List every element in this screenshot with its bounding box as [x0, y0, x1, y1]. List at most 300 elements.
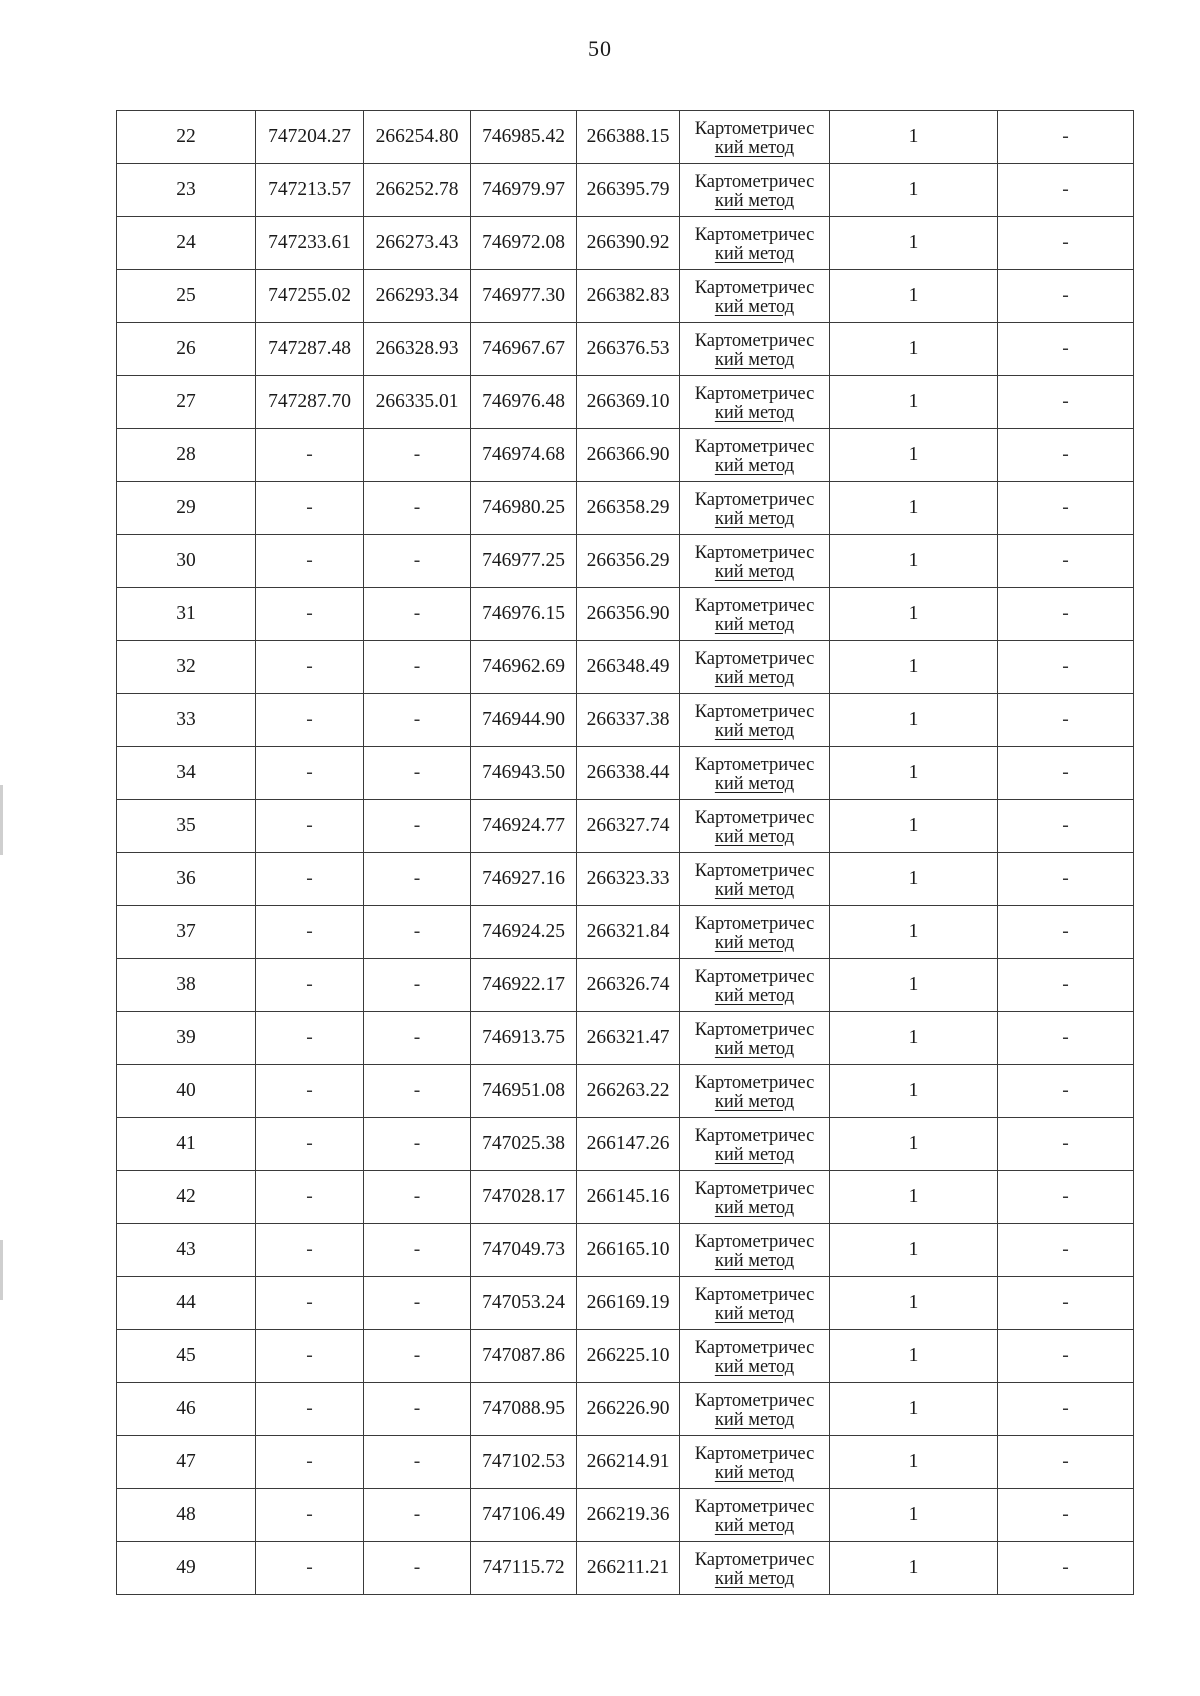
- new-x-cell: 747049.73: [471, 1224, 577, 1277]
- note-cell: -: [998, 694, 1134, 747]
- accuracy-cell: 1: [830, 535, 998, 588]
- accuracy-cell: 1: [830, 853, 998, 906]
- page-number: 50: [588, 36, 612, 61]
- point-number-cell: 27: [117, 376, 256, 429]
- point-number-cell: 47: [117, 1436, 256, 1489]
- existing-x-cell: 747204.27: [256, 111, 364, 164]
- existing-y-cell: -: [364, 1171, 471, 1224]
- note-cell: -: [998, 1065, 1134, 1118]
- new-x-cell: 746962.69: [471, 641, 577, 694]
- method-cell: [680, 800, 830, 853]
- note-cell: -: [998, 906, 1134, 959]
- new-x-cell: 746977.30: [471, 270, 577, 323]
- existing-x-cell: -: [256, 1065, 364, 1118]
- accuracy-cell: 1: [830, 1118, 998, 1171]
- new-y-cell: 266337.38: [577, 694, 680, 747]
- new-y-cell: 266165.10: [577, 1224, 680, 1277]
- existing-y-cell: 266328.93: [364, 323, 471, 376]
- point-number-cell: 44: [117, 1277, 256, 1330]
- existing-y-cell: -: [364, 800, 471, 853]
- accuracy-cell: 1: [830, 376, 998, 429]
- new-y-cell: 266263.22: [577, 1065, 680, 1118]
- accuracy-cell: 1: [830, 1277, 998, 1330]
- method-text-line1: Картометричес: [694, 1391, 815, 1411]
- new-x-cell: 747106.49: [471, 1489, 577, 1542]
- accuracy-cell: 1: [830, 1012, 998, 1065]
- method-text-line2: кий метод: [714, 1198, 795, 1218]
- method-cell: [680, 1436, 830, 1489]
- table-row: [117, 1224, 1134, 1277]
- note-cell: -: [998, 1489, 1134, 1542]
- existing-x-cell: -: [256, 800, 364, 853]
- method-text-line2: кий метод: [714, 297, 795, 317]
- scan-edge-mark: [0, 1240, 3, 1300]
- method-text-line1: Картометричес: [694, 119, 815, 139]
- existing-y-cell: -: [364, 694, 471, 747]
- table-row: [117, 1118, 1134, 1171]
- note-cell: -: [998, 800, 1134, 853]
- existing-x-cell: -: [256, 588, 364, 641]
- method-cell: [680, 429, 830, 482]
- method-text-line2: кий метод: [714, 562, 795, 582]
- existing-y-cell: -: [364, 959, 471, 1012]
- method-text-line1: Картометричес: [694, 1550, 815, 1570]
- point-number-cell: 38: [117, 959, 256, 1012]
- accuracy-cell: 1: [830, 1065, 998, 1118]
- method-cell: [680, 641, 830, 694]
- note-cell: -: [998, 1277, 1134, 1330]
- new-x-cell: 746913.75: [471, 1012, 577, 1065]
- new-y-cell: 266382.83: [577, 270, 680, 323]
- method-cell: [680, 906, 830, 959]
- new-x-cell: 747088.95: [471, 1383, 577, 1436]
- existing-x-cell: -: [256, 535, 364, 588]
- coordinates-table: [116, 110, 1134, 1595]
- existing-x-cell: -: [256, 482, 364, 535]
- accuracy-cell: 1: [830, 482, 998, 535]
- existing-y-cell: -: [364, 641, 471, 694]
- method-cell: [680, 1118, 830, 1171]
- accuracy-cell: 1: [830, 1489, 998, 1542]
- table-row: [117, 1436, 1134, 1489]
- scan-edge-mark: [0, 785, 3, 855]
- point-number-cell: 32: [117, 641, 256, 694]
- note-cell: -: [998, 482, 1134, 535]
- existing-y-cell: -: [364, 747, 471, 800]
- method-cell: [680, 270, 830, 323]
- new-y-cell: 266225.10: [577, 1330, 680, 1383]
- note-cell: -: [998, 1012, 1134, 1065]
- existing-x-cell: -: [256, 906, 364, 959]
- note-cell: -: [998, 1118, 1134, 1171]
- existing-x-cell: -: [256, 1277, 364, 1330]
- existing-x-cell: -: [256, 429, 364, 482]
- accuracy-cell: 1: [830, 641, 998, 694]
- existing-y-cell: -: [364, 1542, 471, 1595]
- table-row: [117, 376, 1134, 429]
- note-cell: -: [998, 641, 1134, 694]
- table-row: [117, 588, 1134, 641]
- method-text-line1: Картометричес: [694, 596, 815, 616]
- note-cell: -: [998, 429, 1134, 482]
- existing-y-cell: -: [364, 588, 471, 641]
- method-cell: [680, 1224, 830, 1277]
- new-x-cell: 746924.25: [471, 906, 577, 959]
- existing-y-cell: -: [364, 1383, 471, 1436]
- point-number-cell: 30: [117, 535, 256, 588]
- accuracy-cell: 1: [830, 1330, 998, 1383]
- method-text-line2: кий метод: [714, 880, 795, 900]
- new-x-cell: 746977.25: [471, 535, 577, 588]
- table-row: [117, 1012, 1134, 1065]
- method-text-line2: кий метод: [714, 827, 795, 847]
- method-text-line1: Картометричес: [694, 490, 815, 510]
- table-body: [117, 111, 1134, 1595]
- accuracy-cell: 1: [830, 270, 998, 323]
- new-x-cell: 747025.38: [471, 1118, 577, 1171]
- method-cell: [680, 853, 830, 906]
- method-text-line2: кий метод: [714, 1145, 795, 1165]
- table-row: [117, 482, 1134, 535]
- point-number-cell: 45: [117, 1330, 256, 1383]
- table-row: [117, 535, 1134, 588]
- note-cell: -: [998, 1330, 1134, 1383]
- method-text-line2: кий метод: [714, 403, 795, 423]
- existing-y-cell: -: [364, 906, 471, 959]
- existing-x-cell: -: [256, 1436, 364, 1489]
- point-number-cell: 43: [117, 1224, 256, 1277]
- table-row: [117, 1383, 1134, 1436]
- accuracy-cell: 1: [830, 800, 998, 853]
- method-text-line1: Картометричес: [694, 437, 815, 457]
- new-y-cell: 266169.19: [577, 1277, 680, 1330]
- existing-y-cell: -: [364, 429, 471, 482]
- existing-x-cell: -: [256, 1542, 364, 1595]
- new-x-cell: 746976.15: [471, 588, 577, 641]
- method-text-line2: кий метод: [714, 138, 795, 158]
- existing-x-cell: -: [256, 1224, 364, 1277]
- method-text-line1: Картометричес: [694, 1497, 815, 1517]
- table-row: [117, 1330, 1134, 1383]
- method-text-line1: Картометричес: [694, 543, 815, 563]
- method-cell: [680, 111, 830, 164]
- table-row: [117, 1542, 1134, 1595]
- existing-x-cell: -: [256, 694, 364, 747]
- new-y-cell: 266321.47: [577, 1012, 680, 1065]
- existing-y-cell: -: [364, 1118, 471, 1171]
- new-y-cell: 266369.10: [577, 376, 680, 429]
- method-text-line2: кий метод: [714, 1569, 795, 1589]
- new-y-cell: 266327.74: [577, 800, 680, 853]
- method-text-line2: кий метод: [714, 774, 795, 794]
- method-cell: [680, 1330, 830, 1383]
- table-row: [117, 1277, 1134, 1330]
- new-x-cell: 746967.67: [471, 323, 577, 376]
- method-text-line1: Картометричес: [694, 1444, 815, 1464]
- point-number-cell: 22: [117, 111, 256, 164]
- existing-y-cell: 266254.80: [364, 111, 471, 164]
- point-number-cell: 49: [117, 1542, 256, 1595]
- point-number-cell: 24: [117, 217, 256, 270]
- method-text-line1: Картометричес: [694, 225, 815, 245]
- method-text-line2: кий метод: [714, 1092, 795, 1112]
- new-x-cell: 746951.08: [471, 1065, 577, 1118]
- point-number-cell: 36: [117, 853, 256, 906]
- method-text-line2: кий метод: [714, 509, 795, 529]
- new-x-cell: 746944.90: [471, 694, 577, 747]
- method-cell: [680, 482, 830, 535]
- existing-y-cell: -: [364, 1277, 471, 1330]
- existing-y-cell: -: [364, 1065, 471, 1118]
- existing-x-cell: -: [256, 1330, 364, 1383]
- new-y-cell: 266226.90: [577, 1383, 680, 1436]
- table-row: [117, 959, 1134, 1012]
- existing-y-cell: -: [364, 1224, 471, 1277]
- point-number-cell: 40: [117, 1065, 256, 1118]
- new-y-cell: 266388.15: [577, 111, 680, 164]
- note-cell: -: [998, 323, 1134, 376]
- note-cell: -: [998, 376, 1134, 429]
- point-number-cell: 42: [117, 1171, 256, 1224]
- table-row: [117, 853, 1134, 906]
- existing-x-cell: 747213.57: [256, 164, 364, 217]
- method-text-line1: Картометричес: [694, 861, 815, 881]
- table-row: [117, 1489, 1134, 1542]
- new-y-cell: 266395.79: [577, 164, 680, 217]
- method-cell: [680, 1171, 830, 1224]
- method-text-line2: кий метод: [714, 615, 795, 635]
- existing-y-cell: 266252.78: [364, 164, 471, 217]
- existing-x-cell: -: [256, 1489, 364, 1542]
- note-cell: -: [998, 853, 1134, 906]
- existing-y-cell: -: [364, 1436, 471, 1489]
- existing-y-cell: -: [364, 1489, 471, 1542]
- new-y-cell: 266366.90: [577, 429, 680, 482]
- method-text-line1: Картометричес: [694, 1179, 815, 1199]
- new-x-cell: 746922.17: [471, 959, 577, 1012]
- method-cell: [680, 376, 830, 429]
- new-x-cell: 747115.72: [471, 1542, 577, 1595]
- method-cell: [680, 164, 830, 217]
- accuracy-cell: 1: [830, 217, 998, 270]
- point-number-cell: 31: [117, 588, 256, 641]
- existing-y-cell: -: [364, 1012, 471, 1065]
- table-row: [117, 694, 1134, 747]
- point-number-cell: 29: [117, 482, 256, 535]
- method-text-line1: Картометричес: [694, 331, 815, 351]
- note-cell: -: [998, 270, 1134, 323]
- method-text-line1: Картометричес: [694, 278, 815, 298]
- new-y-cell: 266321.84: [577, 906, 680, 959]
- table-row: [117, 747, 1134, 800]
- method-text-line2: кий метод: [714, 456, 795, 476]
- method-text-line1: Картометричес: [694, 808, 815, 828]
- new-y-cell: 266338.44: [577, 747, 680, 800]
- table-row: [117, 217, 1134, 270]
- existing-x-cell: -: [256, 641, 364, 694]
- new-y-cell: 266358.29: [577, 482, 680, 535]
- new-y-cell: 266147.26: [577, 1118, 680, 1171]
- method-cell: [680, 217, 830, 270]
- new-y-cell: 266145.16: [577, 1171, 680, 1224]
- existing-x-cell: -: [256, 853, 364, 906]
- new-y-cell: 266356.29: [577, 535, 680, 588]
- existing-y-cell: -: [364, 853, 471, 906]
- existing-y-cell: -: [364, 482, 471, 535]
- table-row: [117, 800, 1134, 853]
- method-cell: [680, 1277, 830, 1330]
- note-cell: -: [998, 1383, 1134, 1436]
- accuracy-cell: 1: [830, 429, 998, 482]
- note-cell: -: [998, 164, 1134, 217]
- existing-x-cell: 747287.70: [256, 376, 364, 429]
- new-x-cell: 747028.17: [471, 1171, 577, 1224]
- method-cell: [680, 694, 830, 747]
- accuracy-cell: 1: [830, 164, 998, 217]
- method-text-line1: Картометричес: [694, 914, 815, 934]
- new-y-cell: 266211.21: [577, 1542, 680, 1595]
- method-text-line2: кий метод: [714, 350, 795, 370]
- point-number-cell: 41: [117, 1118, 256, 1171]
- table-row: [117, 323, 1134, 376]
- accuracy-cell: 1: [830, 747, 998, 800]
- new-x-cell: 746974.68: [471, 429, 577, 482]
- existing-y-cell: 266273.43: [364, 217, 471, 270]
- method-text-line2: кий метод: [714, 1516, 795, 1536]
- new-x-cell: 746924.77: [471, 800, 577, 853]
- table-row: [117, 1171, 1134, 1224]
- method-cell: [680, 588, 830, 641]
- new-x-cell: 746976.48: [471, 376, 577, 429]
- method-cell: [680, 747, 830, 800]
- method-text-line1: Картометричес: [694, 649, 815, 669]
- new-y-cell: 266326.74: [577, 959, 680, 1012]
- method-text-line1: Картометричес: [694, 1073, 815, 1093]
- method-cell: [680, 1065, 830, 1118]
- method-text-line2: кий метод: [714, 1039, 795, 1059]
- existing-x-cell: -: [256, 1171, 364, 1224]
- new-y-cell: 266323.33: [577, 853, 680, 906]
- new-y-cell: 266356.90: [577, 588, 680, 641]
- existing-x-cell: 747233.61: [256, 217, 364, 270]
- accuracy-cell: 1: [830, 1171, 998, 1224]
- method-text-line2: кий метод: [714, 191, 795, 211]
- note-cell: -: [998, 111, 1134, 164]
- note-cell: -: [998, 1224, 1134, 1277]
- point-number-cell: 28: [117, 429, 256, 482]
- method-cell: [680, 1489, 830, 1542]
- accuracy-cell: 1: [830, 111, 998, 164]
- new-x-cell: 746979.97: [471, 164, 577, 217]
- accuracy-cell: 1: [830, 1436, 998, 1489]
- point-number-cell: 25: [117, 270, 256, 323]
- existing-x-cell: 747255.02: [256, 270, 364, 323]
- existing-x-cell: -: [256, 747, 364, 800]
- new-y-cell: 266376.53: [577, 323, 680, 376]
- table-row: [117, 1065, 1134, 1118]
- new-y-cell: 266348.49: [577, 641, 680, 694]
- method-cell: [680, 1012, 830, 1065]
- new-x-cell: 746972.08: [471, 217, 577, 270]
- method-text-line2: кий метод: [714, 721, 795, 741]
- accuracy-cell: 1: [830, 1224, 998, 1277]
- existing-x-cell: 747287.48: [256, 323, 364, 376]
- note-cell: -: [998, 1542, 1134, 1595]
- note-cell: -: [998, 535, 1134, 588]
- point-number-cell: 26: [117, 323, 256, 376]
- table-row: [117, 429, 1134, 482]
- accuracy-cell: 1: [830, 906, 998, 959]
- existing-x-cell: -: [256, 1012, 364, 1065]
- new-x-cell: 747053.24: [471, 1277, 577, 1330]
- method-text-line1: Картометричес: [694, 967, 815, 987]
- method-text-line2: кий метод: [714, 1251, 795, 1271]
- note-cell: -: [998, 1171, 1134, 1224]
- note-cell: -: [998, 747, 1134, 800]
- existing-y-cell: -: [364, 1330, 471, 1383]
- table-row: [117, 111, 1134, 164]
- new-x-cell: 747087.86: [471, 1330, 577, 1383]
- point-number-cell: 33: [117, 694, 256, 747]
- accuracy-cell: 1: [830, 588, 998, 641]
- method-text-line2: кий метод: [714, 933, 795, 953]
- note-cell: -: [998, 588, 1134, 641]
- point-number-cell: 39: [117, 1012, 256, 1065]
- table-row: [117, 164, 1134, 217]
- point-number-cell: 37: [117, 906, 256, 959]
- method-text-line2: кий метод: [714, 244, 795, 264]
- accuracy-cell: 1: [830, 694, 998, 747]
- new-x-cell: 747102.53: [471, 1436, 577, 1489]
- new-y-cell: 266219.36: [577, 1489, 680, 1542]
- method-cell: [680, 1542, 830, 1595]
- table-row: [117, 641, 1134, 694]
- method-text-line2: кий метод: [714, 1304, 795, 1324]
- method-text-line1: Картометричес: [694, 755, 815, 775]
- method-text-line2: кий метод: [714, 1357, 795, 1377]
- accuracy-cell: 1: [830, 959, 998, 1012]
- method-text-line2: кий метод: [714, 668, 795, 688]
- point-number-cell: 48: [117, 1489, 256, 1542]
- table-row: [117, 906, 1134, 959]
- new-x-cell: 746985.42: [471, 111, 577, 164]
- method-text-line1: Картометричес: [694, 1285, 815, 1305]
- method-cell: [680, 535, 830, 588]
- accuracy-cell: 1: [830, 1383, 998, 1436]
- existing-x-cell: -: [256, 1383, 364, 1436]
- method-text-line1: Картометричес: [694, 1020, 815, 1040]
- existing-y-cell: 266335.01: [364, 376, 471, 429]
- method-text-line2: кий метод: [714, 1463, 795, 1483]
- method-text-line1: Картометричес: [694, 1232, 815, 1252]
- method-text-line1: Картометричес: [694, 1338, 815, 1358]
- existing-x-cell: -: [256, 1118, 364, 1171]
- method-text-line1: Картометричес: [694, 702, 815, 722]
- point-number-cell: 23: [117, 164, 256, 217]
- note-cell: -: [998, 217, 1134, 270]
- point-number-cell: 46: [117, 1383, 256, 1436]
- new-y-cell: 266214.91: [577, 1436, 680, 1489]
- new-x-cell: 746980.25: [471, 482, 577, 535]
- new-x-cell: 746927.16: [471, 853, 577, 906]
- method-text-line1: Картометричес: [694, 172, 815, 192]
- method-cell: [680, 323, 830, 376]
- method-cell: [680, 959, 830, 1012]
- note-cell: -: [998, 1436, 1134, 1489]
- note-cell: -: [998, 959, 1134, 1012]
- new-y-cell: 266390.92: [577, 217, 680, 270]
- method-text-line2: кий метод: [714, 986, 795, 1006]
